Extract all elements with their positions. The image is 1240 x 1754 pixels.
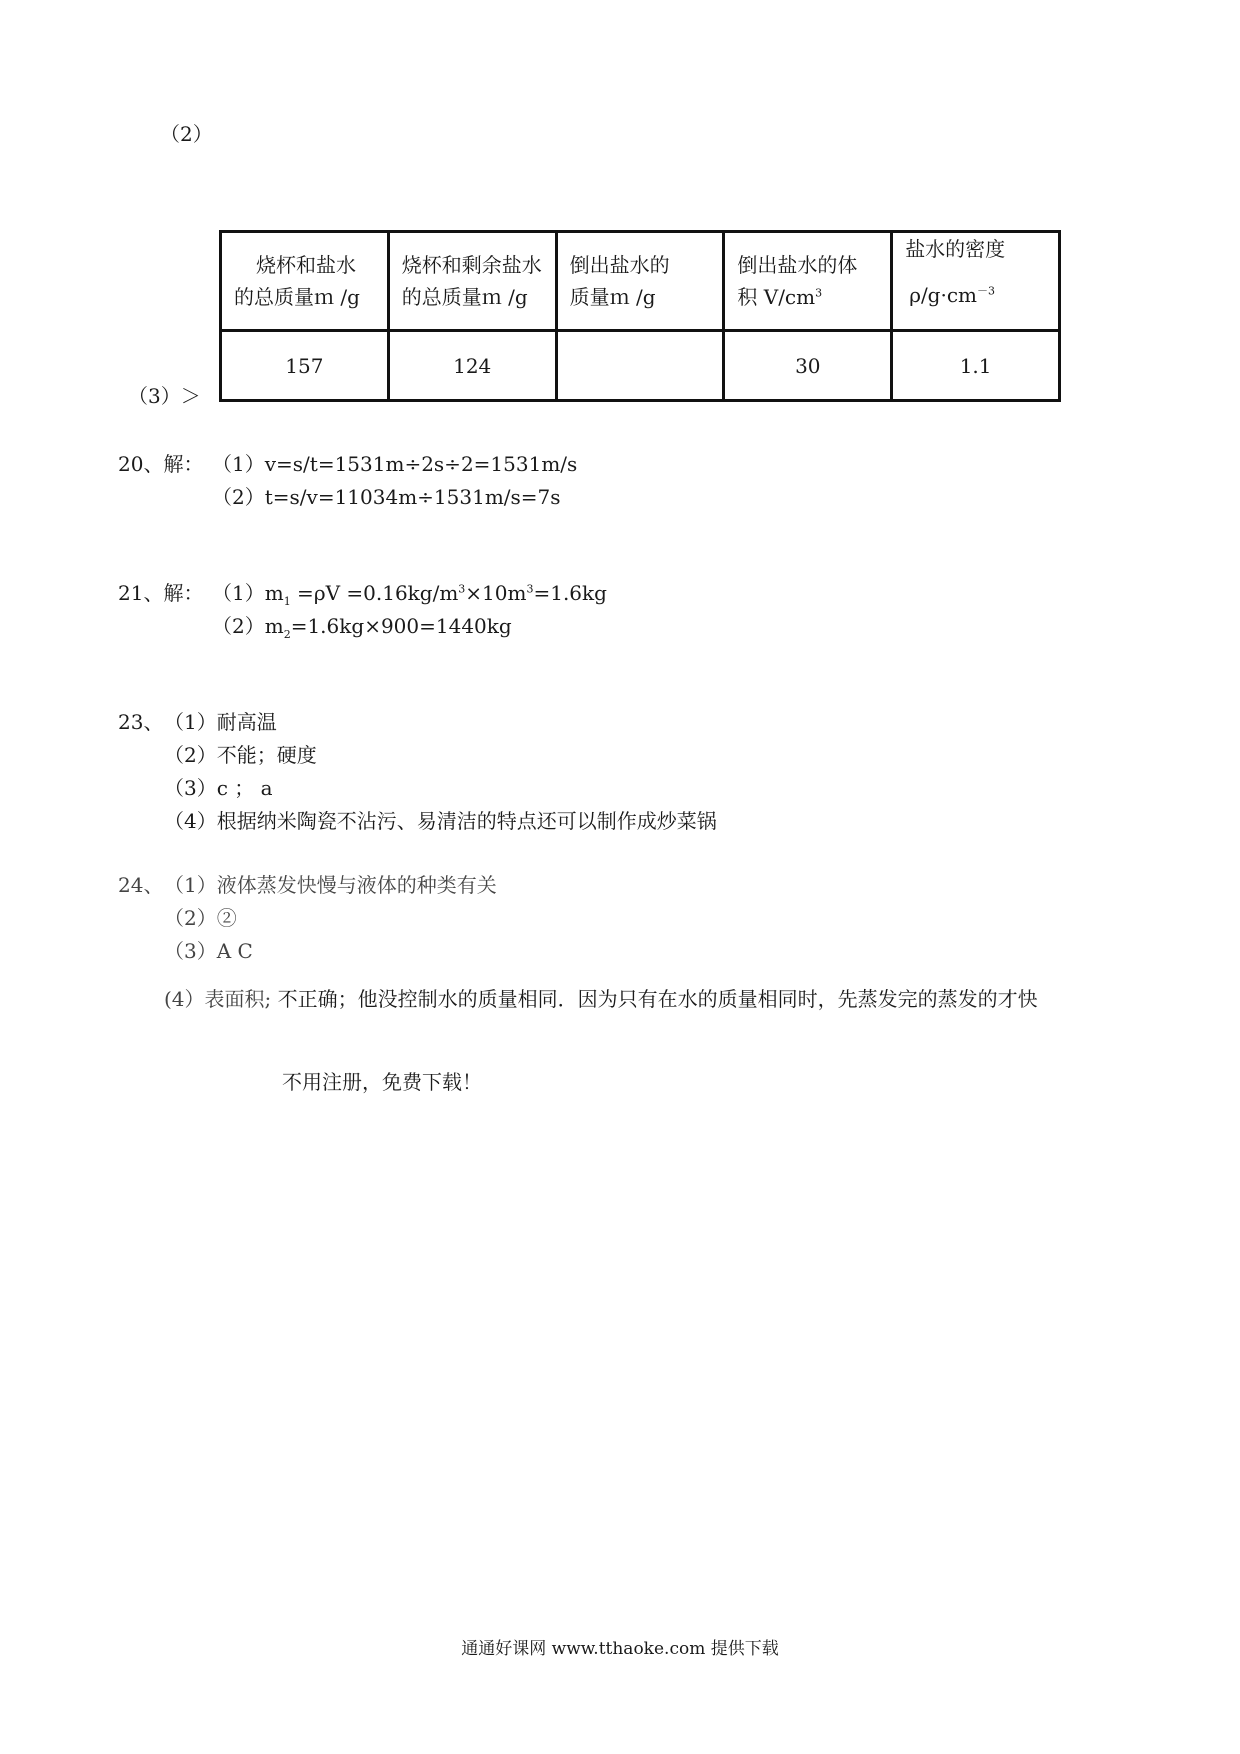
header-cell: 倒出盐水的体 积 $V/cm^3$ — [724, 232, 892, 331]
header-cell: 倒出盐水的 质量ｍ /g — [556, 232, 724, 331]
q23-item-1: （1）耐高温 — [164, 710, 277, 734]
q21-label: 21、解： — [118, 581, 204, 605]
page-footer: 通通好课网 www.tthaoke.com 提供下载 — [461, 1639, 779, 1659]
q23-item-2: （2）不能；硬度 — [164, 743, 317, 767]
table-cell: 30 — [724, 331, 892, 401]
q21-line2: $(2)m_2=1.6kg\times 900=1440kg$ — [212, 614, 512, 641]
header-cell: 烧杯和剩余盐水 的总质量ｍ /g — [388, 232, 556, 331]
table-row — [221, 331, 1060, 401]
q21-line1: $(1)m_1 =\rho V =0.16kg/m^3\times 10m^3=1.6kg$ — [212, 581, 607, 608]
table-cell: 1.1 — [892, 331, 1060, 401]
q23-item-3: （3）c ； a — [164, 776, 273, 800]
q20-line2: （2）t=s/v=11034m÷1531m/s=7s — [212, 485, 561, 509]
density-table — [219, 230, 1061, 402]
q24-item-2: （2）② — [164, 906, 237, 930]
q24-item-1: （1）液体蒸发快慢与液体的种类有关 — [164, 873, 497, 897]
q23-item-4: （4）根据纳米陶瓷不沾污、易清洁的特点还可以制作成炒菜锅 — [164, 809, 717, 833]
header-cell: 盐水的密度 $\rho/g\cdot cm^{-3}$ — [892, 232, 1060, 331]
q19-part3-answer: （3）＞ — [128, 384, 201, 408]
q24-item-4: (4）表面积; 不正确；他没控制水的质量相同．因为只有在水的质量相同时，先蒸发完的蒸发的才快 — [164, 987, 1038, 1011]
q20-line1: （1）v=s/t=1531m÷2s÷2=1531m/s — [212, 452, 578, 476]
table-cell: 124 — [388, 331, 556, 401]
promo-text: 不用注册，免费下载！ — [282, 1070, 482, 1094]
table-cell — [556, 331, 724, 401]
table-cell: 157 — [221, 331, 389, 401]
q24-item-3: （3）A C — [164, 939, 253, 963]
q24-label: 24、 — [118, 873, 164, 897]
q23-label: 23、 — [118, 710, 164, 734]
header-cell: 烧杯和盐水 的总质量ｍ /g — [221, 232, 389, 331]
table-header-row — [221, 232, 1060, 331]
q19-part2-label: （2） — [160, 122, 213, 146]
q20-label: 20、解： — [118, 452, 204, 476]
